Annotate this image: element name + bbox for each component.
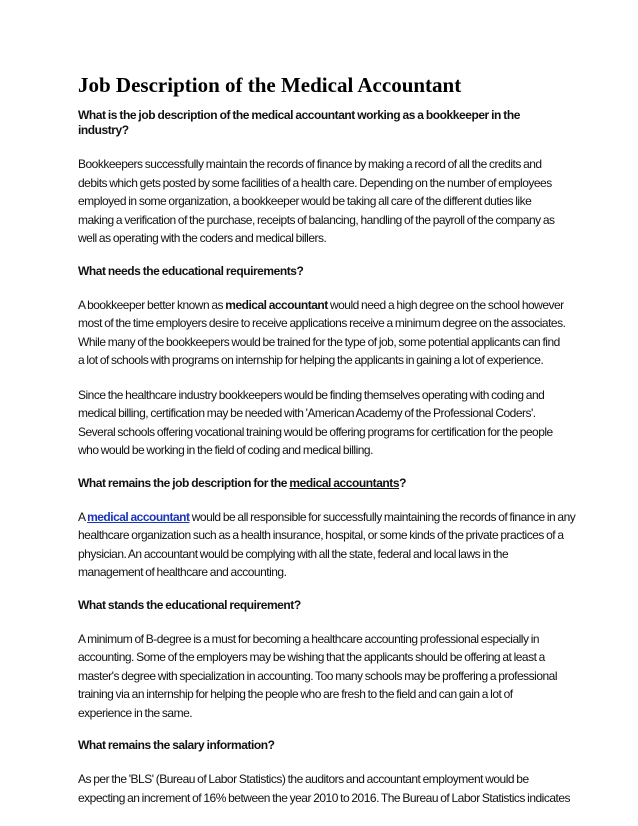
paragraph [78,296,570,370]
text-line: a lot of schools with programs on internship for helping the applicants in gaining a lot of experience. [78,353,544,367]
text-line: Several schools offering vocational training would be offering programs for certification for the people [78,424,553,439]
text-line: expecting an increment of 16% between the year 2010 to 2016. The Bureau of Labor Statistics indicates [78,790,571,805]
paragraph [78,386,570,460]
section-question: What remains the salary information? [78,738,275,752]
underlined-term: medical accountants [289,475,400,490]
text-line: healthcare organization such as a health insurance, hospital, or some kinds of the private practices of a [78,528,564,542]
text-line: debits which gets posted by some facilities of a health care. Depending on the number of employees [78,175,552,190]
text-line: physician. An accountant would be complying with all the state, federal and local laws in the [78,546,509,561]
text-line: training via an internship for helping the people who are fresh to the field and can gain a lot of [78,687,513,701]
text-run: ? [399,475,406,490]
text-line: While many of the bookkeepers would be trained for the type of job, some potential applicants can find [78,334,560,349]
text-line: Since the healthcare industry bookkeepers would be finding themselves operating with coding and [78,387,545,402]
section-question: What is the job description of the medical accountant working as a bookkeeper in the industry? [78,108,520,137]
text-line: As per the 'BLS' (Bureau of Labor Statistics) the auditors and accountant employment would be [78,772,529,786]
medical-accountant-link[interactable]: medical accountant [87,509,190,524]
paragraph [78,155,570,248]
text-line: Bookkeepers successfully maintain the records of finance by making a record of all the credits and [78,157,542,171]
paragraph [78,630,570,723]
bold-term: medical accountant [225,297,328,312]
text-line [78,296,570,315]
text-run: would need a high degree on the school however [327,297,564,312]
paragraph [78,508,576,582]
text-line [78,508,576,527]
text-run: What remains the job description for the [78,475,290,490]
text-line: medical billing, certification may be needed with 'American Academy of the Professional Coders'. [78,406,536,420]
text-line: experience in the same. [78,705,193,720]
text-run: A [78,509,88,524]
section-question: What needs the educational requirements? [78,263,304,278]
section-question: What stands the educational requirement? [78,597,301,612]
paragraph [78,770,570,807]
document-page [78,72,576,823]
text-line: employed in some organization, a bookkeeper would be taking all care of the different duties like [78,194,532,208]
text-run: would be all responsible for successfully maintaining the records of finance in any [189,509,576,524]
text-line: who would be working in the field of coding and medical billing. [78,443,373,457]
text-run: A bookkeeper better known as [78,297,226,312]
section-question [78,476,570,491]
text-line: making a verification of the purchase, receipts of balancing, handling of the payroll of the company as [78,212,555,227]
text-line: most of the time employers desire to receive applications receive a minimum degree on the associates. [78,316,566,330]
text-line: accounting. Some of the employers may be wishing that the applicants should be offering at least a [78,650,545,664]
text-line: management of healthcare and accounting. [78,565,287,579]
text-line: master's degree with specialization in accounting. Too many schools may be proffering a professional [78,668,558,683]
document-title: Job Description of the Medical Accountant [78,73,462,97]
text-line: A minimum of B-degree is a must for becoming a healthcare accounting professional especially in [78,631,540,646]
text-line: well as operating with the coders and medical billers. [78,231,327,245]
